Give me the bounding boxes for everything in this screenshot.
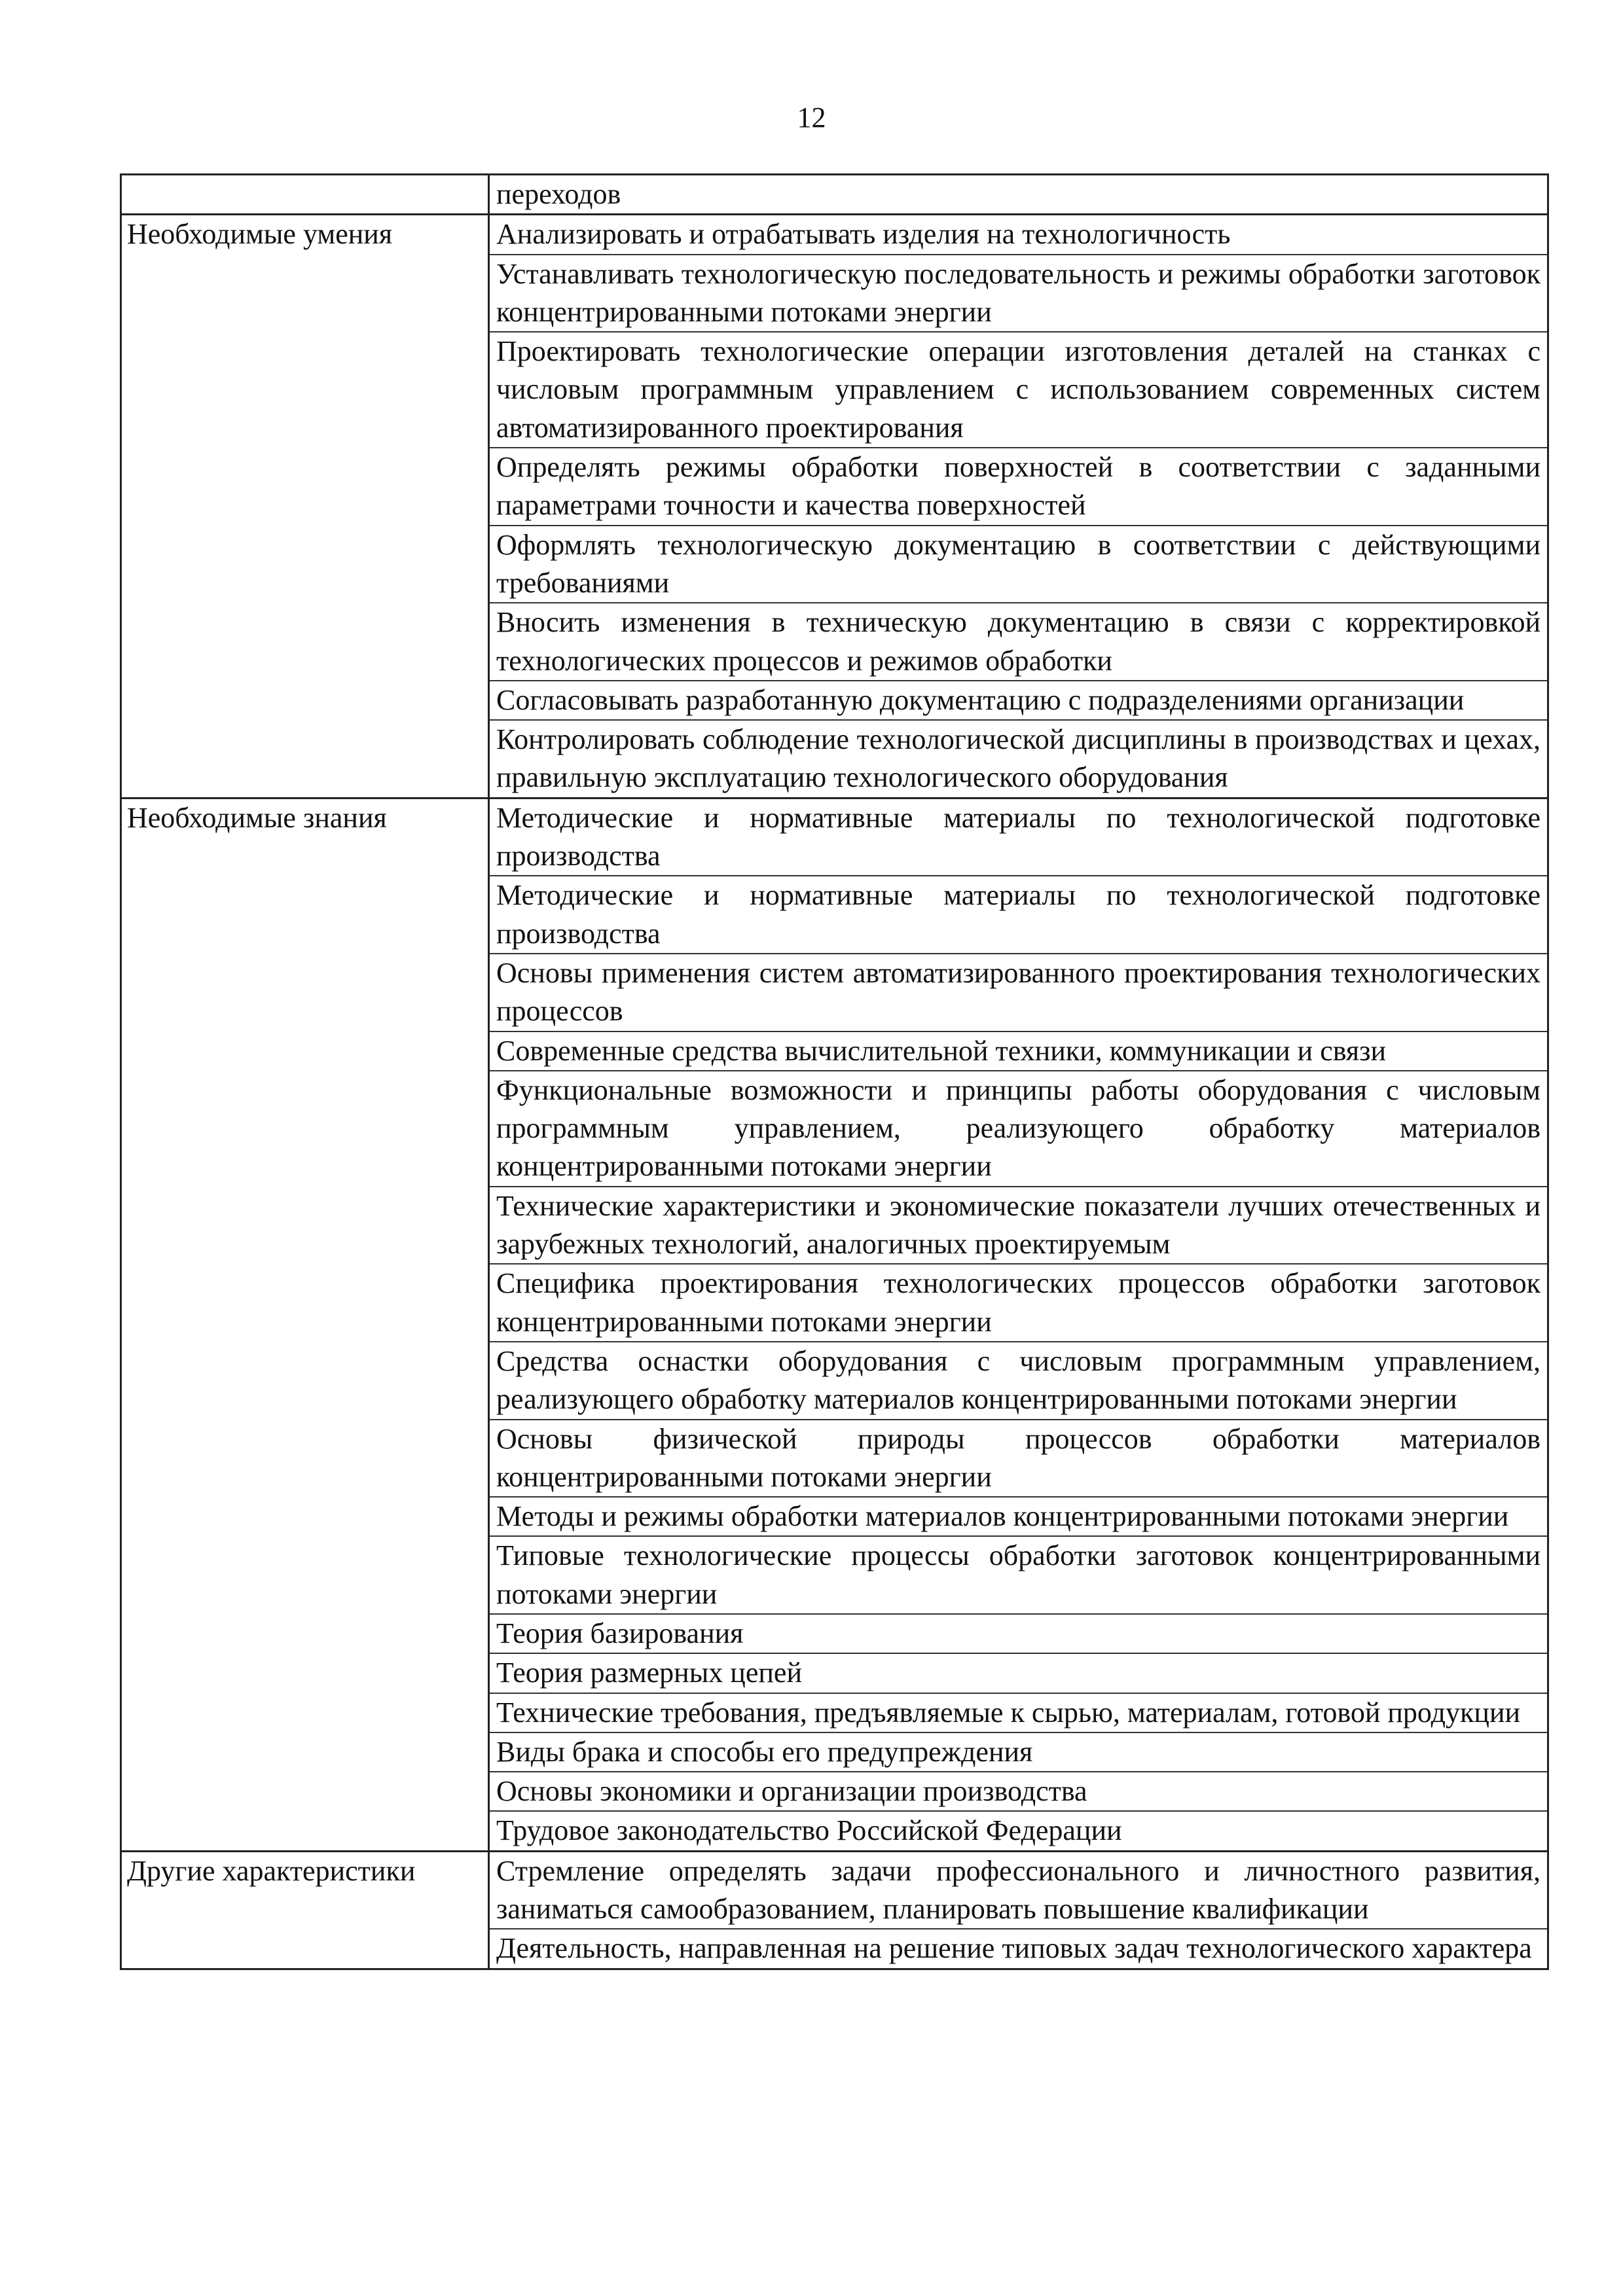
section-label: Необходимые знания xyxy=(122,799,490,1850)
table-cell: Теория базирования xyxy=(490,1615,1547,1654)
table-cell: Методические и нормативные материалы по технологической подготовке производства xyxy=(490,876,1547,954)
section-label: Другие характеристики xyxy=(122,1852,490,1968)
table-cell: Анализировать и отрабатывать изделия на технологичность xyxy=(490,215,1547,255)
table-cell: Основы применения систем автоматизированного проектирования технологических процессов xyxy=(490,954,1547,1032)
table-cell: Устанавливать технологическую последовательность и режимы обработки заготовок концентрированными потоками энергии xyxy=(490,255,1547,333)
table-cell: Стремление определять задачи профессионального и личностного развития, заниматься самообразованием, планировать повышение квалификации xyxy=(490,1852,1547,1930)
table-cell: Методические и нормативные материалы по технологической подготовке производства xyxy=(490,799,1547,877)
table-cell: переходов xyxy=(496,178,621,210)
table-cell: Согласовывать разработанную документацию с подразделениями организации xyxy=(490,681,1547,721)
table-cell: Виды брака и способы его предупреждения xyxy=(490,1733,1547,1772)
table-section-knowledge xyxy=(122,799,1547,1852)
table-cell: Вносить изменения в техническую документацию в связи с корректировкой технологических процессов и режимов обработки xyxy=(490,603,1547,681)
table-section-continuation xyxy=(122,175,1547,215)
table-cell: Определять режимы обработки поверхностей в соответствии с заданными параметрами точности и качества поверхностей xyxy=(490,448,1547,526)
table-cell: Теория размерных цепей xyxy=(490,1654,1547,1693)
competency-table xyxy=(120,173,1549,1970)
table-cell: Типовые технологические процессы обработки заготовок концентрированными потоками энергии xyxy=(490,1537,1547,1615)
table-section-skills xyxy=(122,215,1547,798)
table-cell: Современные средства вычислительной техники, коммуникации и связи xyxy=(490,1032,1547,1071)
table-cell: Оформлять технологическую документацию в соответствии с действующими требованиями xyxy=(490,526,1547,604)
table-cell: Технические характеристики и экономические показатели лучших отечественных и зарубежных технологий, аналогичных проектируемым xyxy=(490,1187,1547,1265)
table-cell: Основы экономики и организации производства xyxy=(490,1772,1547,1812)
table-cell: Контролировать соблюдение технологической дисциплины в производствах и цехах, правильную эксплуатацию технологического оборудования xyxy=(496,723,1541,794)
table-cell: Средства оснастки оборудования с числовым программным управлением, реализующего обработку материалов концентрированными потоками энергии xyxy=(490,1342,1547,1420)
table-cell: Деятельность, направленная на решение типовых задач технологического характера xyxy=(496,1932,1532,1965)
table-cell: Методы и режимы обработки материалов концентрированными потоками энергии xyxy=(490,1498,1547,1537)
page-number: 12 xyxy=(797,101,826,134)
table-cell: Специфика проектирования технологических процессов обработки заготовок концентрированными потоками энергии xyxy=(490,1265,1547,1342)
table-cell: Функциональные возможности и принципы работы оборудования с числовым программным управлением, реализующего обработку материалов концентрированными потоками энергии xyxy=(490,1071,1547,1187)
table-cell: Трудовое законодательство Российской Федерации xyxy=(496,1814,1122,1847)
table-section-other xyxy=(122,1852,1547,1970)
table-cell: Основы физической природы процессов обработки материалов концентрированными потоками энергии xyxy=(490,1420,1547,1498)
table-cell: Проектировать технологические операции изготовления деталей на станках с числовым программным управлением с использованием современных систем автоматизированного проектирования xyxy=(490,332,1547,448)
table-cell: Технические требования, предъявляемые к сырью, материалам, готовой продукции xyxy=(490,1694,1547,1733)
section-label: Необходимые умения xyxy=(122,215,490,797)
section-label xyxy=(122,175,490,213)
